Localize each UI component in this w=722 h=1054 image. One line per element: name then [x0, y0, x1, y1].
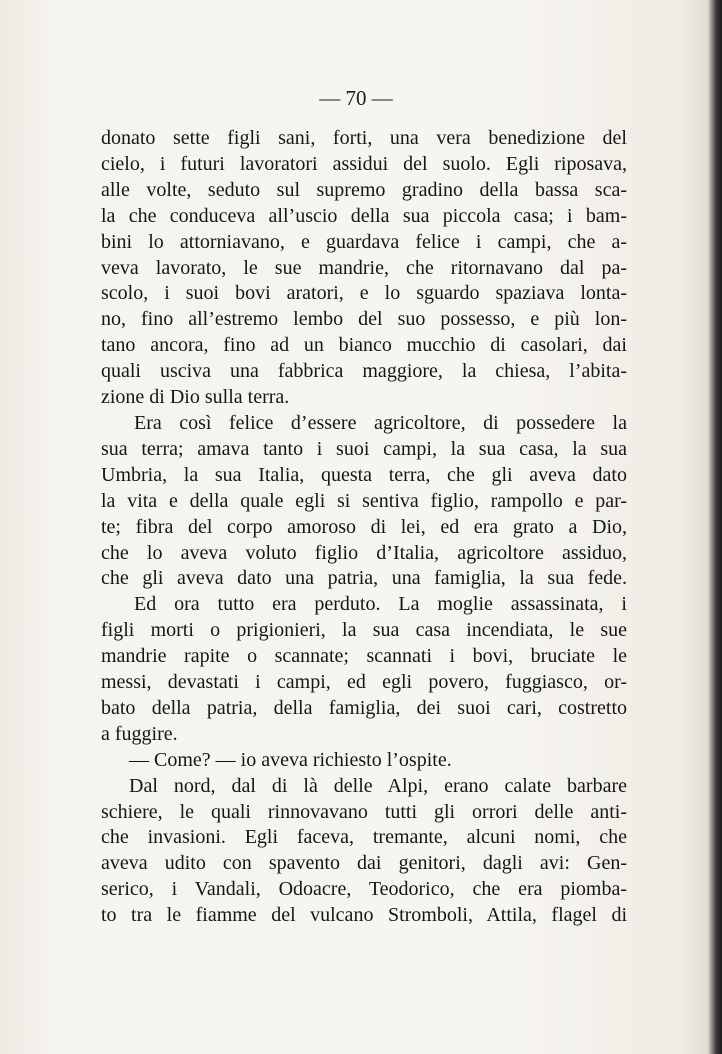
text-line: donato sette figli sani, forti, una vera benedizione del — [101, 127, 627, 149]
text-line: messi, devastati i campi, ed egli povero, fuggiasco, or- — [101, 671, 627, 694]
text-line: tano ancora, fino ad un bianco mucchio di casolari, dai — [101, 334, 627, 357]
text-line: mandrie rapite o scannate; scannati i bovi, bruciate le — [101, 645, 627, 668]
text-line: bato della patria, della famiglia, dei suoi cari, costretto — [101, 696, 627, 719]
text-line: che invasioni. Egli faceva, tremante, alcuni nomi, che — [101, 826, 627, 849]
text-line: alle volte, seduto sul supremo gradino della bassa sca- — [101, 178, 627, 201]
text-line: la che conduceva all’uscio della sua piccola casa; i bam- — [101, 204, 627, 227]
text-line: Era così felice d’essere agricoltore, di possedere la — [134, 411, 627, 434]
text-line: to tra le fiamme del vulcano Stromboli, Attila, flagel di — [101, 904, 627, 927]
text-line: no, fino all’estremo lembo del suo possesso, e più lon- — [101, 308, 627, 331]
text-line: che lo aveva voluto figlio d’Italia, agricoltore assiduo, — [101, 541, 627, 564]
body-text — [101, 126, 627, 929]
text-line: Ed ora tutto era perduto. La moglie assassinata, i — [134, 593, 627, 616]
text-line: — Come? — io aveva richiesto l’ospite. — [129, 748, 452, 771]
text-line: sua terra; amava tanto i suoi campi, la sua casa, la sua — [101, 437, 627, 460]
text-line: quali usciva una fabbrica maggiore, la chiesa, l’abita- — [101, 360, 627, 383]
text-line: Dal nord, dal di là delle Alpi, erano calate barbare — [129, 774, 627, 797]
text-line: cielo, i futuri lavoratori assidui del suolo. Egli riposava, — [101, 152, 627, 175]
text-line: serico, i Vandali, Odoacre, Teodorico, che era piomba- — [101, 878, 627, 901]
text-line: aveva udito con spavento dai genitori, dagli avi: Gen- — [101, 852, 627, 875]
text-line: scolo, i suoi bovi aratori, e lo sguardo spaziava lonta- — [101, 282, 627, 305]
text-line: schiere, le quali rinnovavano tutti gli orrori delle anti- — [101, 800, 627, 823]
text-line: zione di Dio sulla terra. — [101, 386, 290, 409]
page-number: — 70 — — [319, 86, 393, 110]
text-line: a fuggire. — [101, 722, 178, 745]
text-line: bini lo attorniavano, e guardava felice i campi, che a- — [101, 230, 627, 253]
text-line: figli morti o prigionieri, la sua casa incendiata, le sue — [101, 619, 627, 642]
text-line: Umbria, la sua Italia, questa terra, che gli aveva dato — [101, 463, 627, 486]
text-line: te; fibra del corpo amoroso di lei, ed era grato a Dio, — [101, 515, 627, 538]
text-line: che gli aveva dato una patria, una famiglia, la sua fede. — [101, 567, 627, 590]
text-line: veva lavorato, le sue mandrie, che ritornavano dal pa- — [101, 256, 627, 279]
text-line: la vita e della quale egli si sentiva figlio, rampollo e par- — [101, 489, 627, 512]
